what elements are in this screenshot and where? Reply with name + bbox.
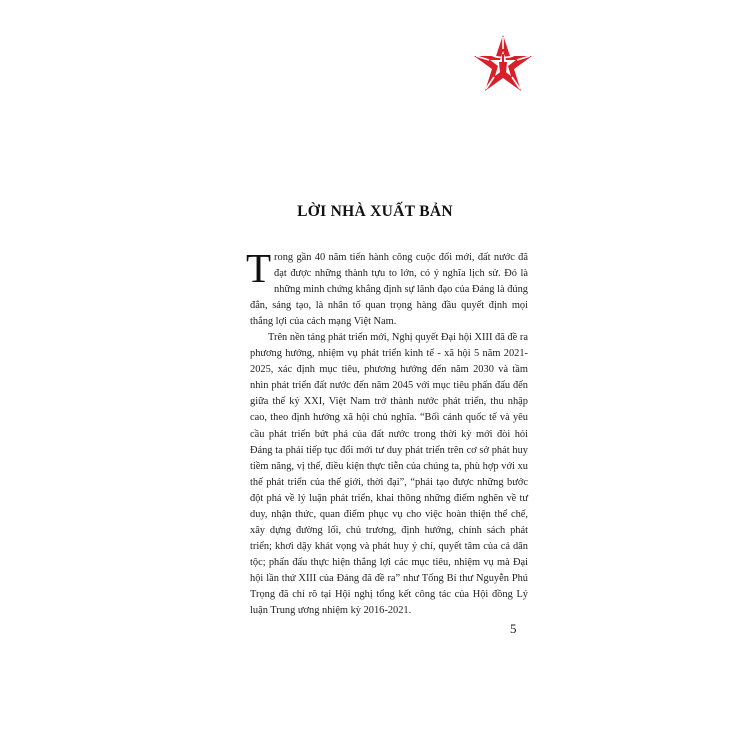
- drop-cap: T: [246, 245, 272, 291]
- preface-body: [246, 245, 528, 619]
- publisher-star-logo-icon: [470, 32, 536, 98]
- page-title: LỜI NHÀ XUẤT BẢN: [297, 203, 453, 220]
- page-number: 5: [510, 621, 517, 636]
- paragraph-text: rong gần 40 năm tiến hành công cuộc đổi mới, đất nước đã đạt được những thành tựu to lớn, có ý nghĩa lịch sử. Đó là những minh chứng khẳng định sự lãnh đạo của Đảng là đúng đắn, sáng tạo, là nhân tố quan trọng hàng đầu quyết định mọi thắng lợi của cách mạng Việt Nam.: [250, 252, 528, 328]
- paragraph: Trên nền tảng phát triển mới, Nghị quyết Đại hội XIII đã đề ra phương hướng, nhiệm vụ phát triển kinh tế - xã hội 5 năm 2021-2025, xác định mục tiêu, phương hướng đến năm 2030 và tầm nhìn phát triển đất nước đến năm 2045 với mục tiêu phấn đấu đến giữa thế kỷ XXI, Việt Nam trở thành nước phát triển, thu nhập cao, theo định hướng xã hội chủ nghĩa. “Bối cảnh quốc tế và yêu cầu phát triển bứt phá của đất nước trong thời kỳ mới đòi hỏi Đảng ta phải tiếp tục đổi mới tư duy phát triển trên cơ sở phát huy tiềm năng, vị thế, điều kiện thực tiễn của chúng ta, phù hợp với xu thế phát triển của thế giới, thời đại”, “phải tạo được những bước đột phá về lý luận phát triển, khai thông những điểm nghẽn về tư duy, nhận thức, quan điểm phục vụ cho việc hoàn thiện thể chế, xây dựng đường lối, chủ trương, định hướng, chính sách phát triển; khơi dậy khát vọng và phát huy ý chí, quyết tâm của cả dân tộc; phấn đấu thực hiện thắng lợi các mục tiêu, nhiệm vụ mà Đại hội lần thứ XIII của Đảng đã đề ra” như Tổng Bí thư Nguyễn Phú Trọng đã chỉ rõ tại Hội nghị tổng kết công tác của Hội đồng Lý luận Trung ương nhiệm kỳ 2016-2021.: [250, 332, 528, 617]
- paragraph: [246, 245, 528, 330]
